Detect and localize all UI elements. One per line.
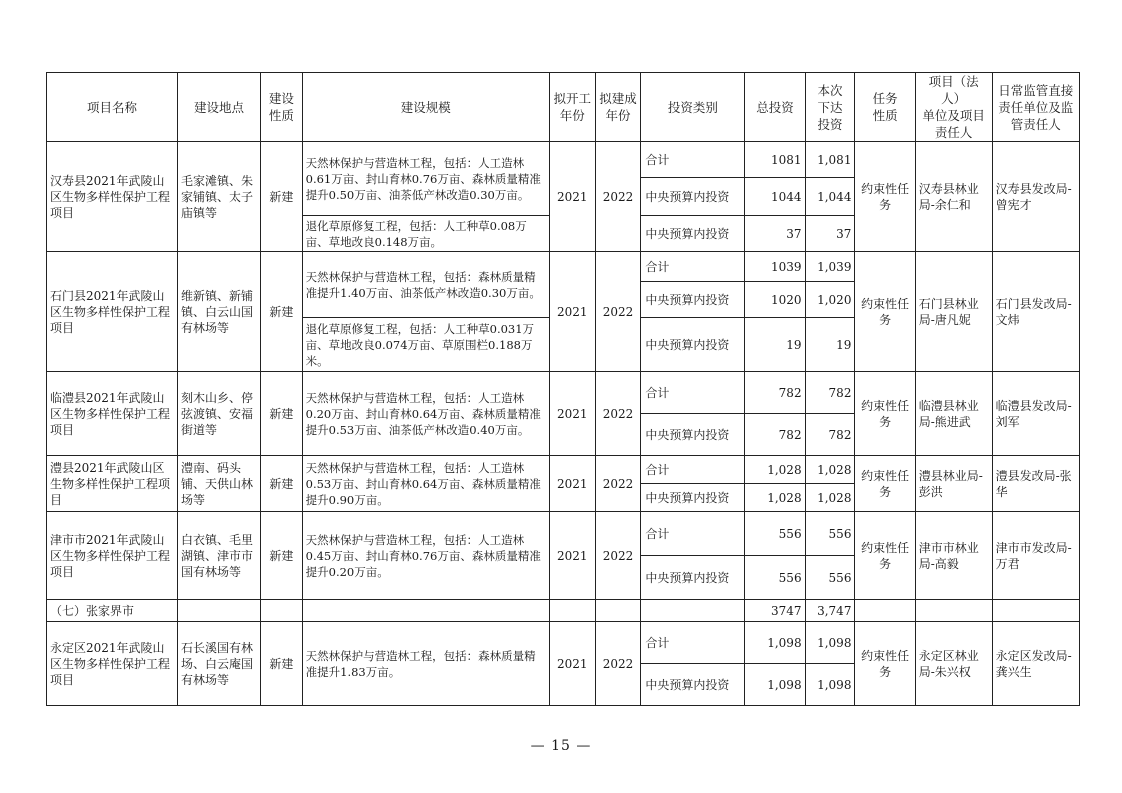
supervisor-unit: 汉寿县发改局-曾宪才 — [992, 142, 1079, 252]
project-name: 永定区2021年武陵山区生物多样性保护工程项目 — [47, 622, 178, 706]
investment-type: 中央预算内投资 — [641, 178, 745, 216]
project-name: 澧县2021年武陵山区生物多样性保护工程项目 — [47, 456, 178, 512]
header-investment-type: 投资类别 — [641, 73, 745, 142]
table-row — [47, 142, 1080, 178]
project-scale: 退化草原修复工程，包括：人工种草0.08万亩、草地改良0.148万亩。 — [302, 216, 549, 252]
supervisor-unit: 石门县发改局-文炜 — [992, 252, 1079, 372]
project-end-year: 2022 — [595, 372, 641, 456]
header-start: 拟开工 年份 — [549, 73, 595, 142]
responsible-unit: 永定区林业局-朱兴权 — [915, 622, 992, 706]
project-name: 汉寿县2021年武陵山区生物多样性保护工程项目 — [47, 142, 178, 252]
project-end-year: 2022 — [595, 622, 641, 706]
task-nature: 约束性任务 — [855, 622, 915, 706]
project-location: 白衣镇、毛里湖镇、津市市国有林场等 — [177, 512, 260, 600]
table-row — [47, 372, 1080, 414]
this-investment: 1,028 — [805, 484, 855, 512]
task-nature: 约束性任务 — [855, 142, 915, 252]
total-investment: 556 — [745, 512, 805, 556]
project-scale: 天然林保护与营造林工程，包括：人工造林0.45万亩、封山育林0.76万亩、森林质量精准提升0.20万亩。 — [302, 512, 549, 600]
project-location: 毛家滩镇、朱家铺镇、太子庙镇等 — [177, 142, 260, 252]
header-task: 任务 性质 — [855, 73, 915, 142]
header-location: 建设地点 — [177, 73, 260, 142]
project-end-year: 2022 — [595, 252, 641, 372]
supervisor-unit: 临澧县发改局-刘军 — [992, 372, 1079, 456]
responsible-unit: 临澧县林业局-熊进武 — [915, 372, 992, 456]
project-start-year: 2021 — [549, 372, 595, 456]
project-name: 石门县2021年武陵山区生物多样性保护工程项目 — [47, 252, 178, 372]
page-number: — 15 — — [530, 738, 592, 754]
header-supervisor: 日常监管直接 责任单位及监 管责任人 — [992, 73, 1079, 142]
task-nature: 约束性任务 — [855, 456, 915, 512]
this-investment: 1,081 — [805, 142, 855, 178]
project-scale: 天然林保护与营造林工程，包括：人工造林0.61万亩、封山育林0.76万亩、森林质量精准提升0.50万亩、油茶低产林改造0.30万亩。 — [302, 142, 549, 216]
table-row — [47, 622, 1080, 664]
section-name: （七）张家界市 — [47, 600, 178, 622]
project-scale: 退化草原修复工程，包括：人工种草0.031万亩、草地改良0.074万亩、草原围栏0.188万米。 — [302, 318, 549, 372]
project-nature: 新建 — [261, 252, 303, 372]
total-investment: 37 — [745, 216, 805, 252]
project-start-year: 2021 — [549, 512, 595, 600]
supervisor-unit: 永定区发改局-龚兴生 — [992, 622, 1079, 706]
project-location: 维新镇、新铺镇、白云山国有林场等 — [177, 252, 260, 372]
this-investment: 1,039 — [805, 252, 855, 282]
header-name: 项目名称 — [47, 73, 178, 142]
investment-type: 中央预算内投资 — [641, 216, 745, 252]
project-start-year: 2021 — [549, 622, 595, 706]
total-investment: 782 — [745, 414, 805, 456]
total-investment: 19 — [745, 318, 805, 372]
investment-type: 中央预算内投资 — [641, 318, 745, 372]
this-investment: 782 — [805, 372, 855, 414]
investment-type: 合计 — [641, 456, 745, 484]
table-row — [47, 512, 1080, 556]
investment-type: 合计 — [641, 142, 745, 178]
investment-type: 合计 — [641, 512, 745, 556]
investment-type: 中央预算内投资 — [641, 664, 745, 706]
total-investment: 1044 — [745, 178, 805, 216]
project-nature: 新建 — [261, 372, 303, 456]
total-investment: 556 — [745, 556, 805, 600]
investment-type: 合计 — [641, 622, 745, 664]
table-row — [47, 456, 1080, 484]
section-this-investment: 3,747 — [805, 600, 855, 622]
this-investment: 1,028 — [805, 456, 855, 484]
this-investment: 556 — [805, 556, 855, 600]
investment-type: 中央预算内投资 — [641, 282, 745, 318]
project-nature: 新建 — [261, 622, 303, 706]
header-this-time: 本次 下达 投资 — [805, 73, 855, 142]
investment-type: 中央预算内投资 — [641, 556, 745, 600]
project-start-year: 2021 — [549, 142, 595, 252]
this-investment: 19 — [805, 318, 855, 372]
project-name: 津市市2021年武陵山区生物多样性保护工程项目 — [47, 512, 178, 600]
investment-type: 合计 — [641, 372, 745, 414]
project-nature: 新建 — [261, 456, 303, 512]
project-end-year: 2022 — [595, 142, 641, 252]
project-scale: 天然林保护与营造林工程，包括：人工造林0.53万亩、封山育林0.64万亩、森林质量精准提升0.90万亩。 — [302, 456, 549, 512]
total-investment: 1,028 — [745, 456, 805, 484]
project-nature: 新建 — [261, 512, 303, 600]
total-investment: 1020 — [745, 282, 805, 318]
this-investment: 1,098 — [805, 622, 855, 664]
responsible-unit: 汉寿县林业局-余仁和 — [915, 142, 992, 252]
section-row — [47, 600, 1080, 622]
responsible-unit: 津市市林业局-高毅 — [915, 512, 992, 600]
responsible-unit: 石门县林业局-唐凡妮 — [915, 252, 992, 372]
project-scale: 天然林保护与营造林工程，包括：森林质量精准提升1.83万亩。 — [302, 622, 549, 706]
section-total: 3747 — [745, 600, 805, 622]
investment-type: 中央预算内投资 — [641, 414, 745, 456]
project-start-year: 2021 — [549, 252, 595, 372]
project-location: 石长溪国有林场、白云庵国有林场等 — [177, 622, 260, 706]
task-nature: 约束性任务 — [855, 372, 915, 456]
total-investment: 1,098 — [745, 622, 805, 664]
responsible-unit: 澧县林业局-彭洪 — [915, 456, 992, 512]
header-end: 拟建成 年份 — [595, 73, 641, 142]
task-nature: 约束性任务 — [855, 252, 915, 372]
project-scale: 天然林保护与营造林工程，包括：人工造林0.20万亩、封山育林0.64万亩、森林质量精准提升0.53万亩、油茶低产林改造0.40万亩。 — [302, 372, 549, 456]
project-start-year: 2021 — [549, 456, 595, 512]
this-investment: 37 — [805, 216, 855, 252]
this-investment: 1,044 — [805, 178, 855, 216]
project-location: 澧南、码头铺、天供山林场等 — [177, 456, 260, 512]
project-end-year: 2022 — [595, 512, 641, 600]
total-investment: 1039 — [745, 252, 805, 282]
this-investment: 1,098 — [805, 664, 855, 706]
this-investment: 556 — [805, 512, 855, 556]
this-investment: 1,020 — [805, 282, 855, 318]
supervisor-unit: 津市市发改局-万君 — [992, 512, 1079, 600]
investment-type: 合计 — [641, 252, 745, 282]
header-unit: 项目（法人） 单位及项目 责任人 — [915, 73, 992, 142]
project-name: 临澧县2021年武陵山区生物多样性保护工程项目 — [47, 372, 178, 456]
total-investment: 782 — [745, 372, 805, 414]
this-investment: 782 — [805, 414, 855, 456]
table-row — [47, 252, 1080, 282]
header-row — [47, 73, 1080, 142]
total-investment: 1,028 — [745, 484, 805, 512]
total-investment: 1,098 — [745, 664, 805, 706]
task-nature: 约束性任务 — [855, 512, 915, 600]
project-nature: 新建 — [261, 142, 303, 252]
project-table — [46, 72, 1080, 706]
header-scale: 建设规模 — [302, 73, 549, 142]
project-location: 刻木山乡、停弦渡镇、安福街道等 — [177, 372, 260, 456]
header-total: 总投资 — [745, 73, 805, 142]
project-end-year: 2022 — [595, 456, 641, 512]
project-scale: 天然林保护与营造林工程，包括：森林质量精准提升1.40万亩、油茶低产林改造0.30万亩。 — [302, 252, 549, 318]
total-investment: 1081 — [745, 142, 805, 178]
supervisor-unit: 澧县发改局-张华 — [992, 456, 1079, 512]
header-nature: 建设 性质 — [261, 73, 303, 142]
investment-type: 中央预算内投资 — [641, 484, 745, 512]
